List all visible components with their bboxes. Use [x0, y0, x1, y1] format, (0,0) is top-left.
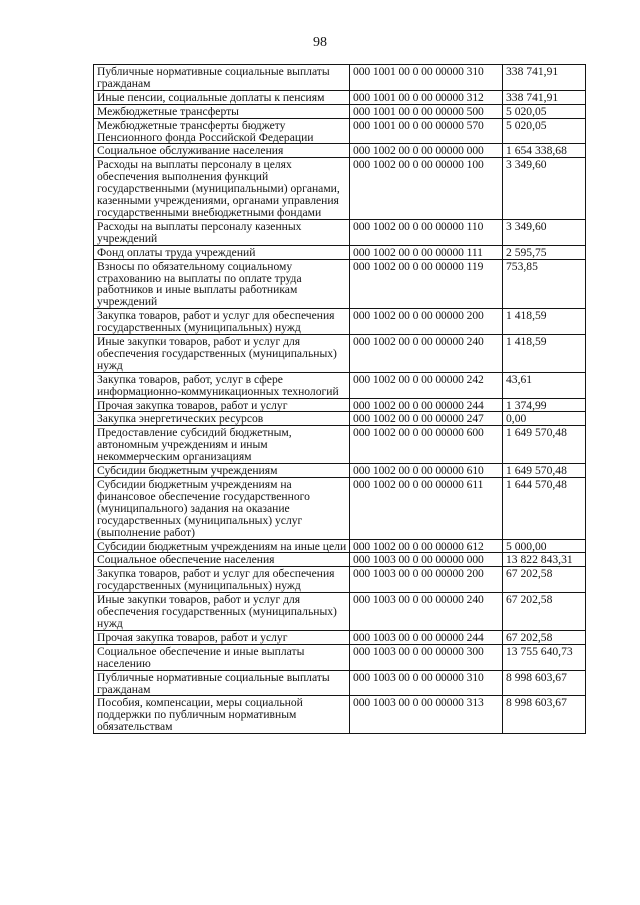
- row-code: 000 1002 00 0 00 00000 611: [350, 478, 503, 540]
- row-sum: 0,00: [503, 412, 586, 426]
- table-row: [94, 335, 586, 373]
- row-sum: 753,85: [503, 259, 586, 309]
- row-code: 000 1001 00 0 00 00000 570: [350, 118, 503, 144]
- table-row: [94, 144, 586, 158]
- row-sum: 5 020,05: [503, 104, 586, 118]
- row-code: 000 1003 00 0 00 00000 313: [350, 696, 503, 734]
- row-name: Иные закупки товаров, работ и услуг для обеспечения государственных (муниципальных) нужд: [94, 335, 350, 373]
- row-name: Субсидии бюджетным учреждениям на финансовое обеспечение государственного (муниципального) задания на оказание государственных (муниципальных) услуг (выполнение работ): [94, 478, 350, 540]
- row-name: Расходы на выплаты персоналу казенных учреждений: [94, 219, 350, 245]
- row-name: Межбюджетные трансферты: [94, 104, 350, 118]
- row-name: Прочая закупка товаров, работ и услуг: [94, 398, 350, 412]
- row-name: Закупка энергетических ресурсов: [94, 412, 350, 426]
- table-row: [94, 630, 586, 644]
- table-row: [94, 644, 586, 670]
- table-row: [94, 567, 586, 593]
- row-name: Публичные нормативные социальные выплаты гражданам: [94, 65, 350, 91]
- row-sum: 67 202,58: [503, 567, 586, 593]
- row-sum: 13 755 640,73: [503, 644, 586, 670]
- row-code: 000 1002 00 0 00 00000 612: [350, 539, 503, 553]
- row-name: Публичные нормативные социальные выплаты гражданам: [94, 670, 350, 696]
- table-row: [94, 158, 586, 220]
- row-name: Предоставление субсидий бюджетным, автономным учреждениям и иным некоммерческим организациям: [94, 426, 350, 464]
- row-name: Закупка товаров, работ и услуг для обеспечения государственных (муниципальных) нужд: [94, 567, 350, 593]
- row-sum: 43,61: [503, 372, 586, 398]
- row-name: Расходы на выплаты персоналу в целях обеспечения выполнения функций государственными (муниципальными) органами, казенными учреждениями, органами управления государственными внебюджетными фондами: [94, 158, 350, 220]
- row-code: 000 1002 00 0 00 00000 244: [350, 398, 503, 412]
- row-code: 000 1002 00 0 00 00000 247: [350, 412, 503, 426]
- row-name: Социальное обеспечение населения: [94, 553, 350, 567]
- row-code: 000 1002 00 0 00 00000 610: [350, 464, 503, 478]
- row-code: 000 1002 00 0 00 00000 000: [350, 144, 503, 158]
- row-name: Иные пенсии, социальные доплаты к пенсиям: [94, 90, 350, 104]
- row-code: 000 1003 00 0 00 00000 240: [350, 593, 503, 631]
- table-row: [94, 118, 586, 144]
- table-row: [94, 670, 586, 696]
- table-row: [94, 309, 586, 335]
- row-sum: 1 374,99: [503, 398, 586, 412]
- budget-table: [93, 64, 586, 734]
- row-code: 000 1002 00 0 00 00000 240: [350, 335, 503, 373]
- row-sum: 67 202,58: [503, 593, 586, 631]
- row-sum: 1 644 570,48: [503, 478, 586, 540]
- row-sum: 13 822 843,31: [503, 553, 586, 567]
- row-sum: 67 202,58: [503, 630, 586, 644]
- row-sum: 5 000,00: [503, 539, 586, 553]
- table-row: [94, 219, 586, 245]
- row-name: Фонд оплаты труда учреждений: [94, 245, 350, 259]
- table-row: [94, 65, 586, 91]
- row-code: 000 1002 00 0 00 00000 600: [350, 426, 503, 464]
- row-code: 000 1002 00 0 00 00000 110: [350, 219, 503, 245]
- row-code: 000 1002 00 0 00 00000 100: [350, 158, 503, 220]
- row-name: Пособия, компенсации, меры социальной поддержки по публичным нормативным обязательствам: [94, 696, 350, 734]
- table-row: [94, 259, 586, 309]
- row-sum: 1 418,59: [503, 309, 586, 335]
- table-row: [94, 553, 586, 567]
- page-number: 98: [313, 35, 327, 50]
- row-code: 000 1003 00 0 00 00000 310: [350, 670, 503, 696]
- row-name: Взносы по обязательному социальному страхованию на выплаты по оплате труда работников и иные выплаты работникам учреждений: [94, 259, 350, 309]
- table-row: [94, 464, 586, 478]
- row-sum: 8 998 603,67: [503, 696, 586, 734]
- table-row: [94, 539, 586, 553]
- table-row: [94, 245, 586, 259]
- row-sum: 338 741,91: [503, 90, 586, 104]
- row-sum: 1 418,59: [503, 335, 586, 373]
- row-name: Социальное обслуживание населения: [94, 144, 350, 158]
- row-code: 000 1002 00 0 00 00000 242: [350, 372, 503, 398]
- row-sum: 1 654 338,68: [503, 144, 586, 158]
- row-code: 000 1003 00 0 00 00000 300: [350, 644, 503, 670]
- row-name: Прочая закупка товаров, работ и услуг: [94, 630, 350, 644]
- table-row: [94, 478, 586, 540]
- row-sum: 1 649 570,48: [503, 464, 586, 478]
- row-sum: 8 998 603,67: [503, 670, 586, 696]
- row-sum: 338 741,91: [503, 65, 586, 91]
- row-name: Иные закупки товаров, работ и услуг для обеспечения государственных (муниципальных) нужд: [94, 593, 350, 631]
- table-row: [94, 696, 586, 734]
- row-code: 000 1001 00 0 00 00000 310: [350, 65, 503, 91]
- row-code: 000 1002 00 0 00 00000 119: [350, 259, 503, 309]
- row-code: 000 1003 00 0 00 00000 200: [350, 567, 503, 593]
- table-row: [94, 372, 586, 398]
- row-name: Субсидии бюджетным учреждениям на иные цели: [94, 539, 350, 553]
- row-sum: 5 020,05: [503, 118, 586, 144]
- row-sum: 1 649 570,48: [503, 426, 586, 464]
- row-name: Закупка товаров, работ и услуг для обеспечения государственных (муниципальных) нужд: [94, 309, 350, 335]
- row-code: 000 1002 00 0 00 00000 111: [350, 245, 503, 259]
- row-name: Межбюджетные трансферты бюджету Пенсионного фонда Российской Федерации: [94, 118, 350, 144]
- row-name: Социальное обеспечение и иные выплаты населению: [94, 644, 350, 670]
- row-code: 000 1001 00 0 00 00000 312: [350, 90, 503, 104]
- table-row: [94, 398, 586, 412]
- row-code: 000 1003 00 0 00 00000 000: [350, 553, 503, 567]
- row-code: 000 1001 00 0 00 00000 500: [350, 104, 503, 118]
- row-sum: 2 595,75: [503, 245, 586, 259]
- table-row: [94, 593, 586, 631]
- row-sum: 3 349,60: [503, 158, 586, 220]
- row-sum: 3 349,60: [503, 219, 586, 245]
- row-name: Субсидии бюджетным учреждениям: [94, 464, 350, 478]
- row-code: 000 1002 00 0 00 00000 200: [350, 309, 503, 335]
- row-code: 000 1003 00 0 00 00000 244: [350, 630, 503, 644]
- row-name: Закупка товаров, работ, услуг в сфере информационно-коммуникационных технологий: [94, 372, 350, 398]
- table-row: [94, 412, 586, 426]
- table-row: [94, 426, 586, 464]
- table-row: [94, 104, 586, 118]
- table-row: [94, 90, 586, 104]
